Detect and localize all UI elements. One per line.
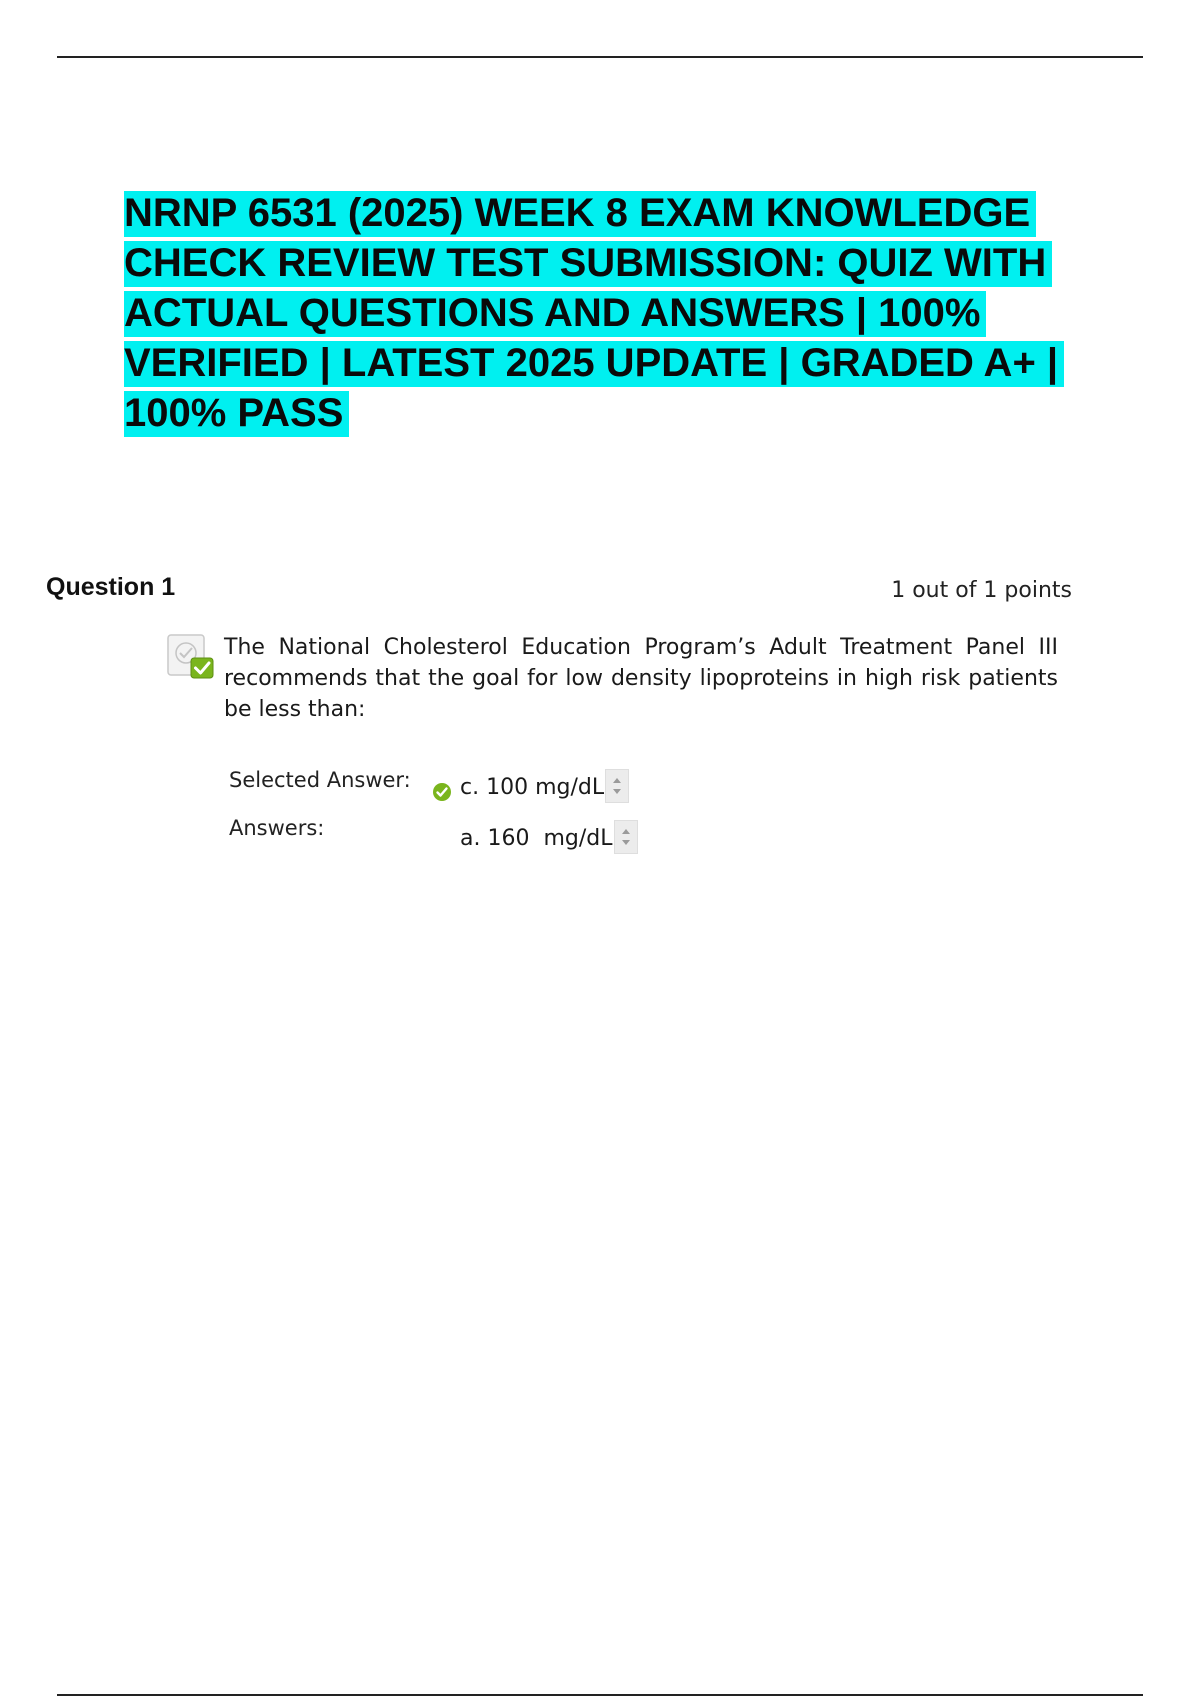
question-label: Question 1 (46, 573, 176, 601)
document-title-text: NRNP 6531 (2025) WEEK 8 EXAM KNOWLEDGE CHECK REVIEW TEST SUBMISSION: QUIZ WITH ACTUAL QUESTIONS AND ANSWERS | 100% VERIFIED | LATEST 2025 UPDATE | GRADED A+ | 100% PASS (124, 191, 1064, 437)
document-title (124, 188, 1104, 438)
answer-option-text: 160 mg/dL (487, 826, 613, 851)
answers-label: Answers: (229, 816, 325, 840)
answer-option-letter: a. (460, 826, 481, 851)
selected-answer-label: Selected Answer: (229, 768, 411, 792)
question-text: The National Cholesterol Education Program’s Adult Treatment Panel III recommends that the goal for low density lipoproteins in high risk patients be less than: (224, 635, 1058, 722)
correct-check-icon (167, 632, 217, 682)
selected-correct-icon (432, 782, 452, 802)
answer-option (460, 822, 638, 856)
selected-answer-text: 100 mg/dL (486, 775, 605, 800)
selected-answer (460, 771, 629, 805)
selected-answer-letter: c. (460, 775, 480, 800)
bottom-rule (57, 1694, 1143, 1696)
spinner-arrows-icon (614, 820, 638, 854)
spinner-arrows-icon (605, 769, 629, 803)
top-rule (57, 56, 1143, 58)
question-points: 1 out of 1 points (891, 578, 1072, 603)
